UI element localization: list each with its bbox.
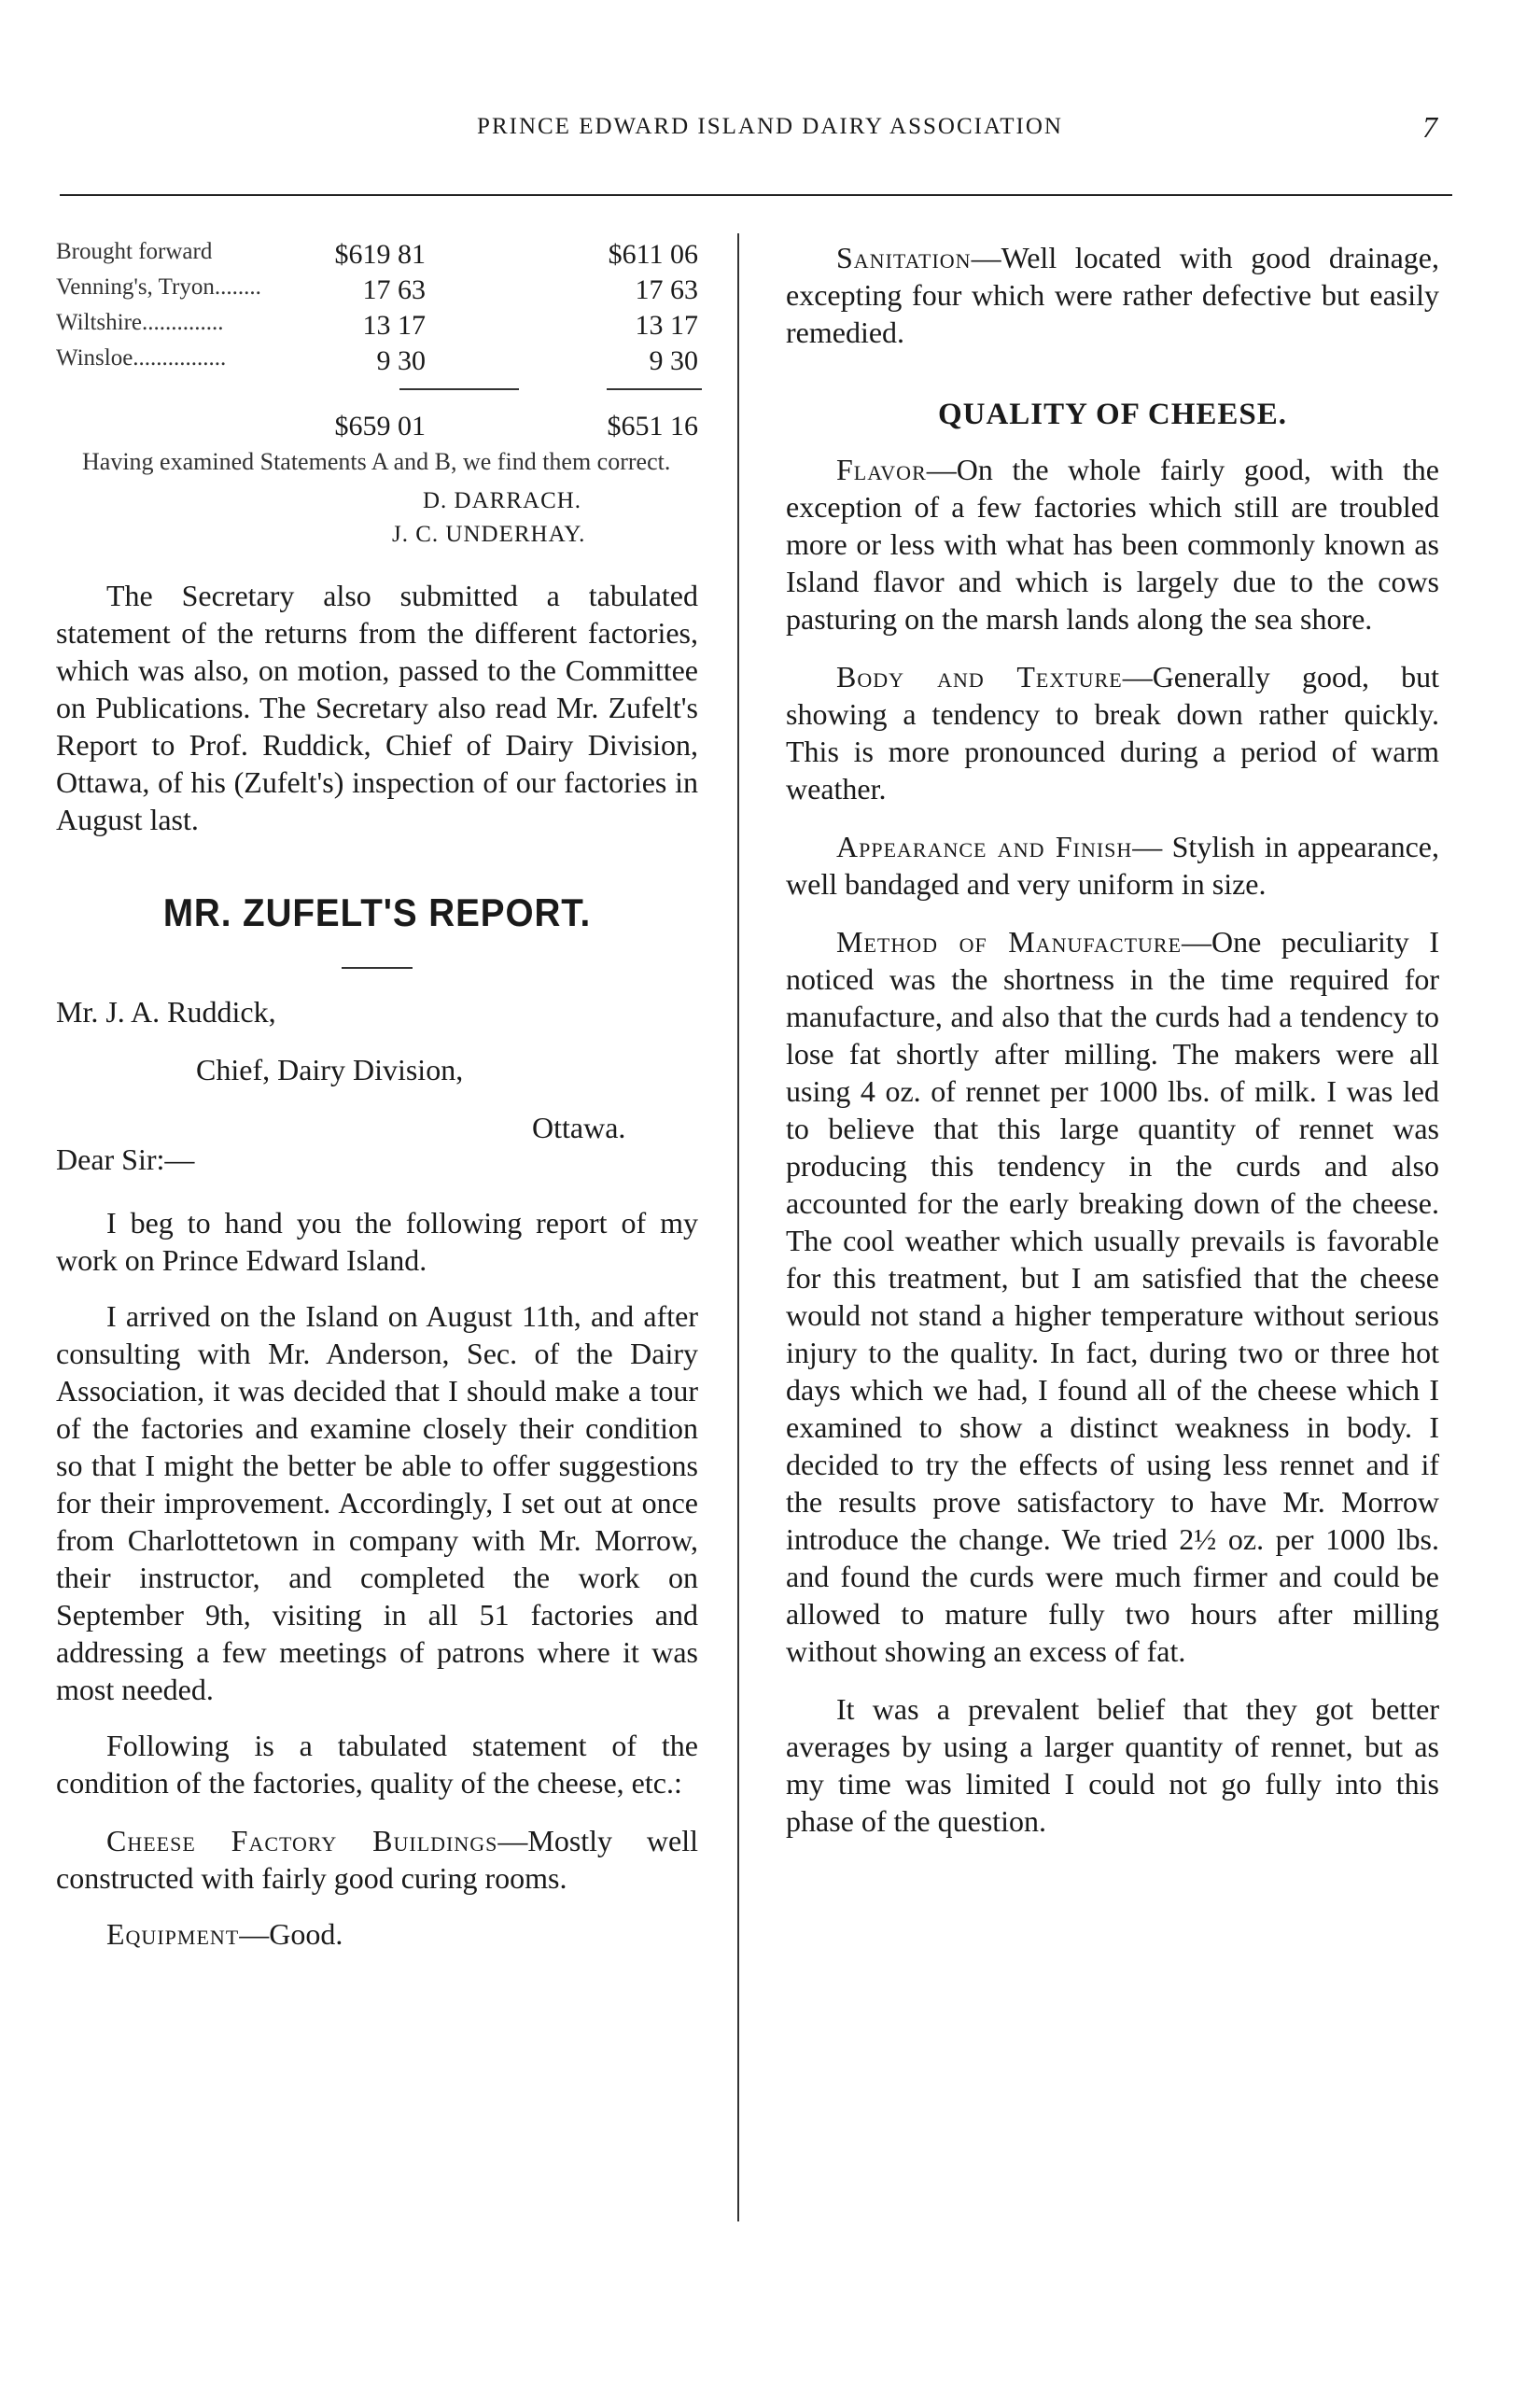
account-label: Venning's, Tryon........ — [56, 274, 261, 300]
page-number: 7 — [1422, 110, 1437, 144]
appearance-text: — Stylish in appearance, well bandaged and very uniform in size. — [786, 830, 1439, 901]
account-label: Brought forward — [56, 239, 213, 264]
equipment-paragraph — [56, 1915, 698, 1953]
flavor-label: Flavor — [836, 453, 927, 486]
header-rule — [60, 194, 1452, 196]
appearance-label: Appearance and Finish — [836, 830, 1133, 863]
account-value-1: 13 17 — [362, 310, 426, 341]
buildings-text: —Mostly well constructed with fairly good curing rooms. — [56, 1824, 698, 1895]
account-label: Wiltshire.............. — [56, 310, 224, 335]
account-row — [56, 310, 698, 343]
account-value-2: 17 63 — [635, 274, 698, 305]
appearance-paragraph — [786, 828, 1439, 903]
account-value-1: 9 30 — [376, 345, 426, 376]
account-value-1: 17 63 — [362, 274, 426, 305]
secretary-paragraph: The Secretary also submitted a tabulated statement of the returns from the different factories, which was also, on motion, passed to the Committee on Publications. The Secretary also read Mr. Zufelt's Report to Prof. Ruddick, Chief of Dairy Division, Ottawa, of his (Zufelt's) inspection of our factories in August last. — [56, 579, 698, 836]
account-total-1: $659 01 — [334, 411, 426, 441]
account-row — [56, 345, 698, 379]
sum-rule — [399, 388, 519, 390]
heading-rule — [342, 967, 413, 969]
paragraph: I arrived on the Island on August 11th, and after consulting with Mr. Anderson, Sec. of the Dairy Association, it was decided that I should make a tour of the factories and examine closely their condition so that I might the better be able to offer suggestions for their improvement. Accordingly, I set out at once from Charlottetown in company with Mr. Morrow, their instructor, and completed the work on September 9th, visiting in all 51 factories and addressing a few meetings of patrons where it was most needed. — [56, 1299, 698, 1706]
body-texture-paragraph — [786, 658, 1439, 807]
method-paragraph — [786, 923, 1439, 1670]
left-column — [56, 239, 698, 1953]
sanitation-label: Sanitation — [836, 241, 972, 274]
letter-city: Ottawa. — [532, 1111, 626, 1144]
account-value-1: $619 81 — [334, 239, 426, 270]
paragraph: I beg to hand you the following report of my work on Prince Edward Island. — [56, 1206, 698, 1277]
body-texture-label: Body and Texture — [836, 660, 1123, 694]
account-value-2: 9 30 — [649, 345, 698, 376]
method-text: —One peculiarity I noticed was the shortness in the time required for manufacture, and also that the curds had a tendency to lose fat shortly after milling. The makers were all using 4 oz. of rennet per 1000 lbs. of milk. I was led to believe that this large quantity of rennet was producing this tendency in the curds and also accounted for the early breaking down of the cheese. The cool weather which usually prevails is favorable for this treatment, but I am satisfied that the cheese would not stand a higher temperature without serious injury to the quality. In fact, during two or three hot days which we had, I found all of the cheese which I examined to show a distinct weakness in body. I decided to try the effects of using less rennet and if the results prove satisfactory to have Mr. Morrow introduce the change. We tried 2½ oz. per 1000 lbs. and found the curds were much firmer and could be allowed to mature fully two hours after milling without showing an excess of fat. — [786, 925, 1439, 1668]
sanitation-paragraph — [786, 239, 1439, 351]
report-heading: MR. ZUFELT'S REPORT. — [162, 890, 592, 934]
account-total-2: $651 16 — [607, 411, 698, 441]
sum-rule — [607, 388, 702, 390]
letter-salutation: Dear Sir:— — [56, 1142, 195, 1176]
flavor-text: —On the whole fairly good, with the exception of a few factories which still are troubled more or less with what has been commonly known as Island flavor and which is largely due to the cows pasturing on the marsh lands along the sea shore. — [786, 453, 1439, 636]
account-value-2: $611 06 — [608, 239, 698, 270]
buildings-label: Cheese Factory Buildings — [106, 1824, 498, 1857]
paragraph: It was a prevalent belief that they got better averages by using a larger quantity of rennet, but as my time was limited I could not go fully into this phase of the question. — [786, 1692, 1439, 1838]
signature-darrach: D. DARRACH. — [423, 488, 582, 513]
account-row — [56, 239, 698, 273]
sanitation-text: —Well located with good drainage, excepting four which were rather defective but easily remedied. — [786, 241, 1439, 349]
equipment-label: Equipment — [106, 1917, 240, 1951]
account-row — [56, 274, 698, 308]
column-divider — [737, 233, 739, 2221]
method-label: Method of Manufacture — [836, 925, 1183, 959]
buildings-paragraph — [56, 1822, 698, 1897]
equipment-text: —Good. — [239, 1917, 343, 1951]
account-total-row — [56, 403, 698, 441]
signature-underhay: J. C. UNDERHAY. — [392, 522, 586, 547]
flavor-paragraph — [786, 451, 1439, 638]
account-value-2: 13 17 — [635, 310, 698, 341]
audit-note: Having examined Statements A and B, we find them correct. — [82, 448, 671, 475]
paragraph: Following is a tabulated statement of the condition of the factories, quality of the cheese, etc.: — [56, 1729, 698, 1800]
quality-heading: QUALITY OF CHEESE. — [937, 398, 1288, 431]
account-label: Winsloe................ — [56, 345, 227, 371]
running-title: PRINCE EDWARD ISLAND DAIRY ASSOCIATION — [477, 114, 1063, 139]
right-column — [786, 239, 1439, 1840]
letter-addressee: Mr. J. A. Ruddick, — [56, 995, 276, 1029]
body-texture-text: —Generally good, but showing a tendency to break down rather quickly. This is more pronounced during a period of warm weather. — [786, 660, 1440, 806]
letter-title: Chief, Dairy Division, — [196, 1053, 464, 1086]
accounts-table — [56, 239, 698, 575]
